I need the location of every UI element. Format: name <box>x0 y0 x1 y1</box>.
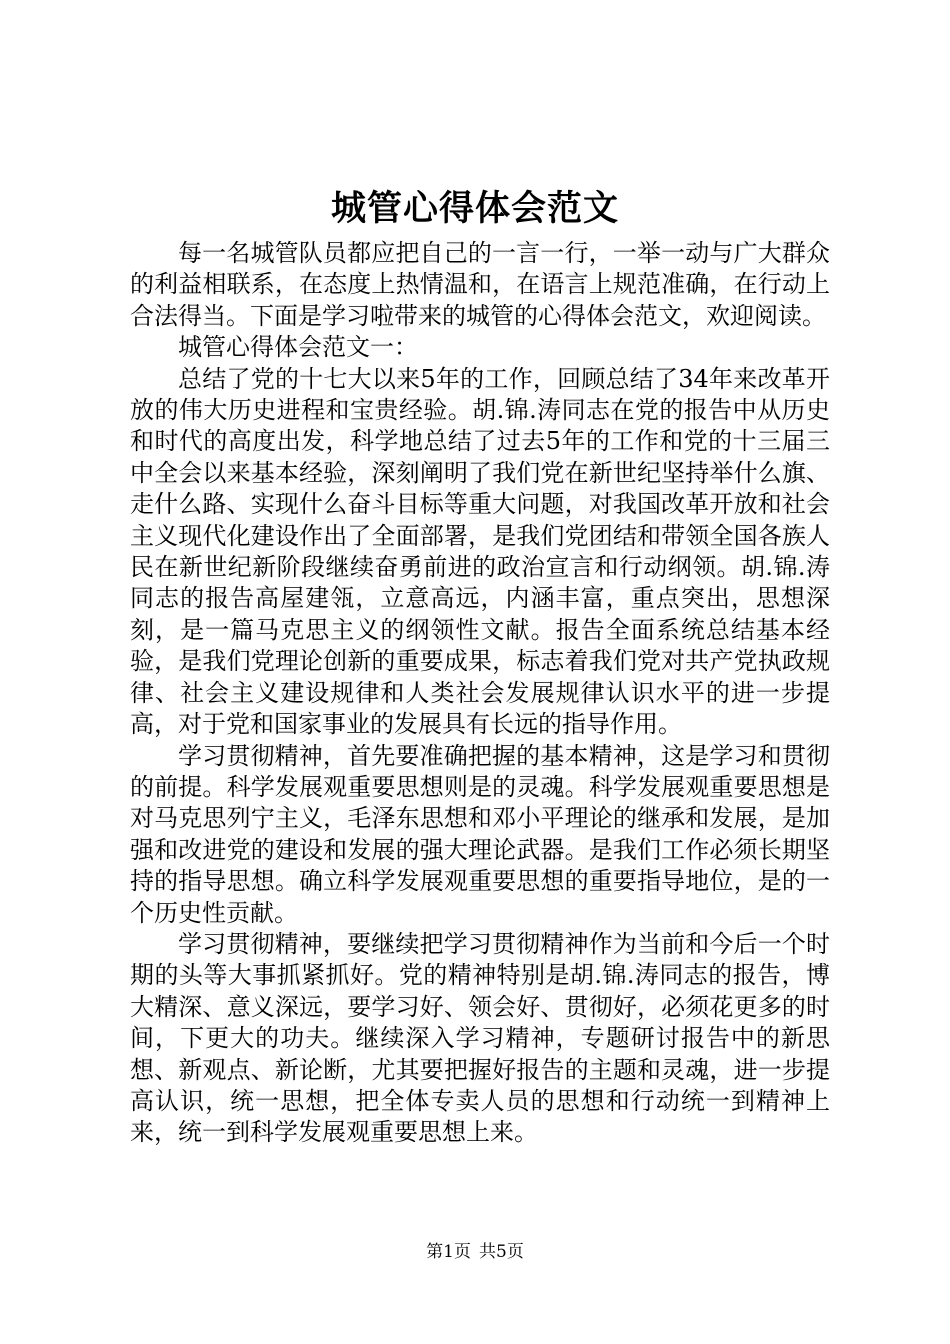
paragraph-body-3: 学习贯彻精神，要继续把学习贯彻精神作为当前和今后一个时期的头等大事抓紧抓好。党的精神特别是胡.锦.涛同志的报告，博大精深、意义深远，要学习好、领会好、贯彻好，必须花更多的时间，下更大的功夫。继续深入学习精神，专题研讨报告中的新思想、新观点、新论断，尤其要把握好报告的主题和灵魂，进一步提高认识，统一思想，把全体专卖人员的思想和行动统一到精神上来，统一到科学发展观重要思想上来。 <box>130 929 830 1147</box>
page-total: 共5页 <box>479 1242 524 1262</box>
page-number: 第1页 <box>426 1242 471 1262</box>
paragraph-body-2: 学习贯彻精神，首先要准确把握的基本精神，这是学习和贯彻的前提。科学发展观重要思想则是的灵魂。科学发展观重要思想是对马克思列宁主义，毛泽东思想和邓小平理论的继承和发展，是加强和改进党的建设和发展的强大理论武器。是我们工作必须长期坚持的指导思想。确立科学发展观重要思想的重要指导地位，是的一个历史性贡献。 <box>130 741 830 927</box>
paragraph-intro: 每一名城管队员都应把自己的一言一行，一举一动与广大群众的利益相联系，在态度上热情温和，在语言上规范准确，在行动上合法得当。下面是学习啦带来的城管的心得体会范文，欢迎阅读。 <box>130 239 830 330</box>
paragraph-subheading: 城管心得体会范文一： <box>178 333 418 362</box>
document-title: 城管心得体会范文 <box>330 188 619 229</box>
page-footer <box>0 1240 950 1264</box>
paragraph-body-1: 总结了党的十七大以来5年的工作，回顾总结了34年来改革开放的伟大历史进程和宝贵经验。胡.锦.涛同志在党的报告中从历史和时代的高度出发，科学地总结了过去5年的工作和党的十三届三中全会以来基本经验，深刻阐明了我们党在新世纪坚持举什么旗、走什么路、实现什么奋斗目标等重大问题，对我国改革开放和社会主义现代化建设作出了全面部署，是我们党团结和带领全国各族人民在新世纪新阶段继续奋勇前进的政治宣言和行动纲领。胡.锦.涛同志的报告高屋建瓴，立意高远，内涵丰富，重点突出，思想深刻，是一篇马克思主义的纲领性文献。报告全面系统总结基本经验，是我们党理论创新的重要成果，标志着我们党对共产党执政规律、社会主义建设规律和人类社会发展规律认识水平的进一步提高，对于党和国家事业的发展具有长远的指导作用。 <box>130 364 830 739</box>
document-body <box>130 238 830 1149</box>
